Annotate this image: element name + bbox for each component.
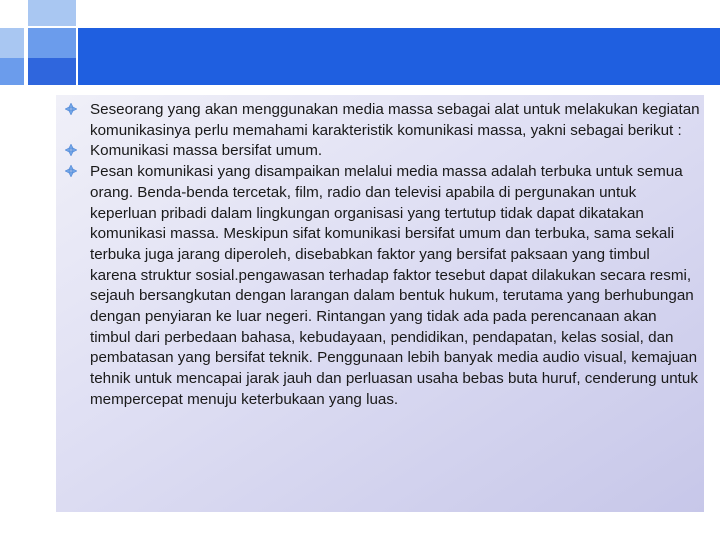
- diamond-bullet-icon: [64, 143, 78, 157]
- decor-square-top: [28, 0, 76, 26]
- header-bar: [78, 28, 720, 85]
- decor-square-left-upper: [0, 28, 24, 58]
- bullet-item: [64, 162, 700, 410]
- decor-square-dark: [28, 58, 76, 85]
- bullet-item: [64, 141, 700, 162]
- decor-square-left-lower: [0, 58, 24, 85]
- bullet-text: Komunikasi massa bersifat umum.: [90, 142, 323, 160]
- content-box: [56, 95, 704, 512]
- bullet-item: [64, 100, 700, 141]
- bullet-list: [64, 100, 700, 411]
- decor-square-center: [28, 28, 76, 58]
- bullet-text: Pesan komunikasi yang disampaikan melalui media massa adalah terbuka untuk semua orang. Benda-benda tercetak, film, radio dan televisi apabila di pergunakan untuk keperluan pribadi dalam lingkungan organisasi yang tertutup tidak dapat dikatakan komunikasi massa. Meskipun sifat komunikasi bersifat umum dan terbuka, sama sekali terbuka juga jarang diperoleh, disebabkan faktor yang bersifat paksaan yang timbul karena struktur sosial.pengawasan terhadap faktor tesebut dapat dilakukan secara resmi, sejauh bersangkutan dengan larangan dalam bentuk hukum, terutama yang berhubungan dengan penyiaran ke luar negeri. Rintangan yang tidak ada pada perencanaan akan timbul dari perbedaan bahasa, kebudayaan, pendidikan, pendapatan, kelas sosial, dan pembatasan yang bersifat teknik. Penggunaan lebih banyak media audio visual, kemajuan tehnik untuk mencapai jarak jauh dan perluasan usaha bebas buta huruf, cenderung untuk mempercepat menuju keterbukaan yang luas.: [90, 163, 698, 408]
- diamond-bullet-icon: [64, 102, 78, 116]
- bullet-text: Seseorang yang akan menggunakan media massa sebagai alat untuk melakukan kegiatan komunikasinya perlu memahami karakteristik komunikasi massa, yakni sebagai berikut :: [90, 101, 700, 139]
- diamond-bullet-icon: [64, 164, 78, 178]
